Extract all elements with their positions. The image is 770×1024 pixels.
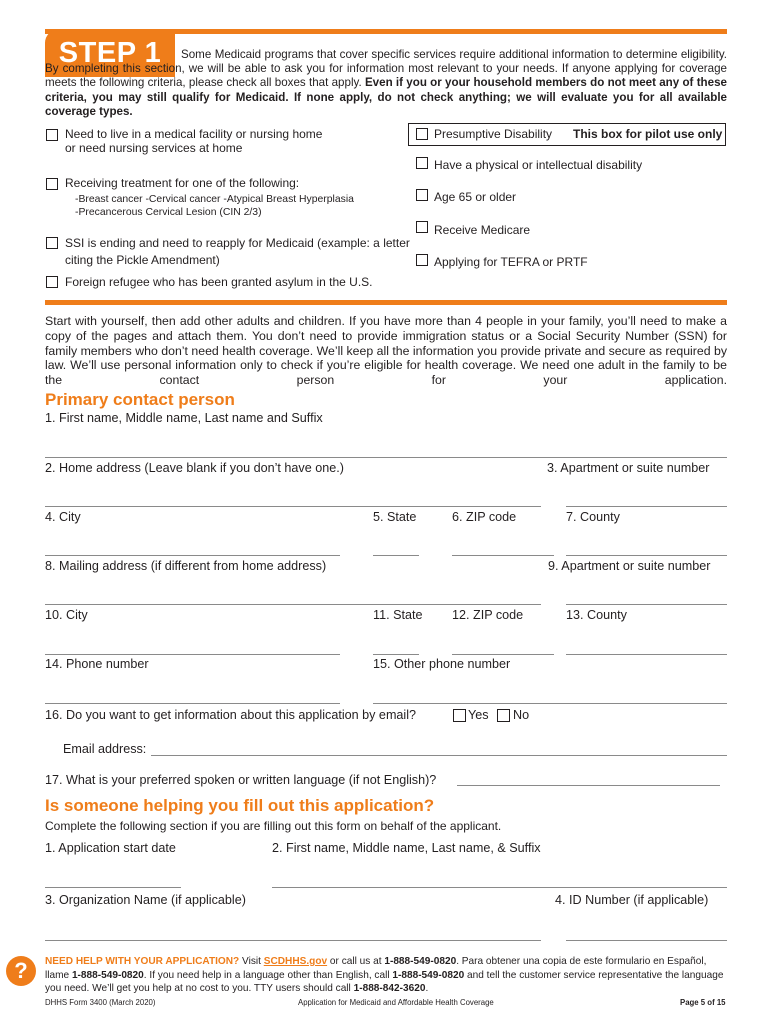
section-divider-bar [45,300,727,305]
intro-text: Some Medicaid programs that cover specific services require additional information to determine eligibility. By completing this section, we will be able to ask you for information most relevant to your needs. If anyone applying for coverage meets the following criteria, please check all boxes that apply. [45,48,727,90]
mailing-apartment-field[interactable] [566,604,727,605]
state-label: 5. State [373,510,417,524]
primary-contact-heading: Primary contact person [45,390,235,409]
presumptive-label: Presumptive Disability [434,127,553,141]
age-checkbox[interactable] [416,189,428,201]
facility-checkbox[interactable] [46,129,58,141]
help-phone-3: 1-888-549-0820 [392,969,465,981]
help-end: . [425,983,429,995]
help-phone-1: 1-888-549-0820 [384,956,457,967]
name-label: 1. First name, Middle name, Last name and Suffix [45,411,323,425]
mailing-zip-field[interactable] [452,654,554,655]
apartment-field[interactable] [566,506,727,507]
helper-name-field[interactable] [272,887,727,888]
treatment-sublist-2: -Precancerous Cervical Lesion (CIN 2/3) [75,207,262,218]
refugee-checkbox[interactable] [46,276,58,288]
helper-description: Complete the following section if you are filling out this form on behalf of the applicant. [45,819,502,833]
help-lead: NEED HELP WITH YOUR APPLICATION? [45,956,240,967]
phone-field[interactable] [45,703,340,704]
pilot-note: This box for pilot use only [573,127,723,141]
language-label: 17. What is your preferred spoken or written language (if not English)? [45,773,437,787]
treatment-label: Receiving treatment for one of the following: [65,176,300,190]
instructions-paragraph: Start with yourself, then add other adults and children. If you have more than 4 people in your family, you’ll need to make a copy of the pages and attach them. You don’t need to provide immigration status or a Social Security Number (SSN) for family members who don’t need health coverage. We’ll keep all the information you provide private and secure as required by law. We’ll use personal information only to check if you’re eligible for health coverage. We need one adult in the family to be the contact person for your application. [45,314,727,388]
mailing-address-field[interactable] [45,604,541,605]
organization-field[interactable] [45,940,541,941]
email-yes-label: Yes [468,708,489,722]
mailing-county-field[interactable] [566,654,727,655]
email-no-label: No [513,708,530,722]
treatment-checkbox[interactable] [46,178,58,190]
id-number-field[interactable] [566,940,727,941]
ssi-label-2: citing the Pickle Amendment) [65,253,220,267]
start-date-field[interactable] [45,887,181,888]
email-yes-checkbox[interactable] [453,709,466,722]
city-label: 4. City [45,510,81,524]
help-tty: 1-888-842-3620 [353,983,426,995]
home-address-field[interactable] [45,506,541,507]
mailing-city-label: 10. City [45,608,88,622]
mailing-zip-label: 12. ZIP code [452,608,524,622]
helper-name-label: 2. First name, Middle name, Last name, & Suffix [272,841,541,855]
help-visit: Visit [239,956,264,967]
home-address-label: 2. Home address (Leave blank if you don’t have one.) [45,461,344,475]
disability-checkbox[interactable] [416,157,428,169]
start-date-label: 1. Application start date [45,841,176,855]
mailing-city-field[interactable] [45,654,340,655]
mailing-address-label: 8. Mailing address (if different from home address) [45,559,327,573]
intro-bold-text: Even if you or your household members do not meet any of these criteria, you may still qualify for Medicaid. If none apply, do not check anything; we will evaluate you for all available coverage types. [45,76,727,118]
medicare-checkbox[interactable] [416,221,428,233]
help-text [45,955,727,996]
id-number-label: 4. ID Number (if applicable) [555,893,709,907]
state-field[interactable] [373,555,419,556]
apartment-label: 3. Apartment or suite number [547,461,710,475]
zip-field[interactable] [452,555,554,556]
presumptive-checkbox[interactable] [416,128,428,140]
ssi-checkbox[interactable] [46,237,58,249]
city-field[interactable] [45,555,340,556]
name-field[interactable] [45,457,727,458]
medicare-label: Receive Medicare [434,223,531,237]
age-label: Age 65 or older [434,190,517,204]
county-label: 7. County [566,510,620,524]
mailing-state-field[interactable] [373,654,419,655]
treatment-sublist-1: -Breast cancer -Cervical cancer -Atypical Breast Hyperplasia [75,194,354,205]
county-field[interactable] [566,555,727,556]
helper-heading: Is someone helping you fill out this application? [45,796,435,815]
tefra-checkbox[interactable] [416,254,428,266]
email-address-label: Email address: [63,742,147,756]
language-field[interactable] [457,785,720,786]
zip-label: 6. ZIP code [452,510,517,524]
step-intro [45,48,727,119]
tefra-label: Applying for TEFRA or PRTF [434,255,588,269]
other-phone-label: 15. Other phone number [373,657,511,671]
help-language-2: and tell the customer service representative the language you need. We’ll get you help at no cost to you. TTY users should call [45,969,724,995]
footer-title: Application for Medicaid and Affordable Health Coverage [298,998,494,1007]
disability-label: Have a physical or intellectual disability [434,158,643,172]
footer-form-number: DHHS Form 3400 (March 2020) [45,998,156,1007]
facility-label-1: Need to live in a medical facility or nursing home [65,127,323,141]
facility-label-2: or need nursing services at home [65,141,243,155]
refugee-label: Foreign refugee who has been granted asylum in the U.S. [65,275,373,289]
footer-page-number: Page 5 of 15 [680,998,726,1007]
mailing-county-label: 13. County [566,608,627,622]
email-no-checkbox[interactable] [497,709,510,722]
scdhhs-link[interactable]: SCDHHS.gov [263,956,328,967]
mailing-apartment-label: 9. Apartment or suite number [548,559,711,573]
email-question-label: 16. Do you want to get information about this application by email? [45,708,417,722]
other-phone-field[interactable] [373,703,727,704]
help-question-icon: ? [6,956,36,986]
organization-label: 3. Organization Name (if applicable) [45,893,246,907]
email-address-field[interactable] [151,755,727,756]
help-spanish: . Para obtener una copia de este formulario en Español, llame [45,956,707,981]
mailing-state-label: 11. State [373,608,423,622]
step-badge: STEP 1 [45,29,175,77]
help-phone-2: 1-888-549-0820 [71,969,144,981]
ssi-label-1: SSI is ending and need to reapply for Medicaid (example: a letter [65,236,410,250]
help-language-1: . If you need help in a language other than English, call [143,969,393,981]
help-call: or call us at [327,956,385,967]
phone-label: 14. Phone number [45,657,149,671]
